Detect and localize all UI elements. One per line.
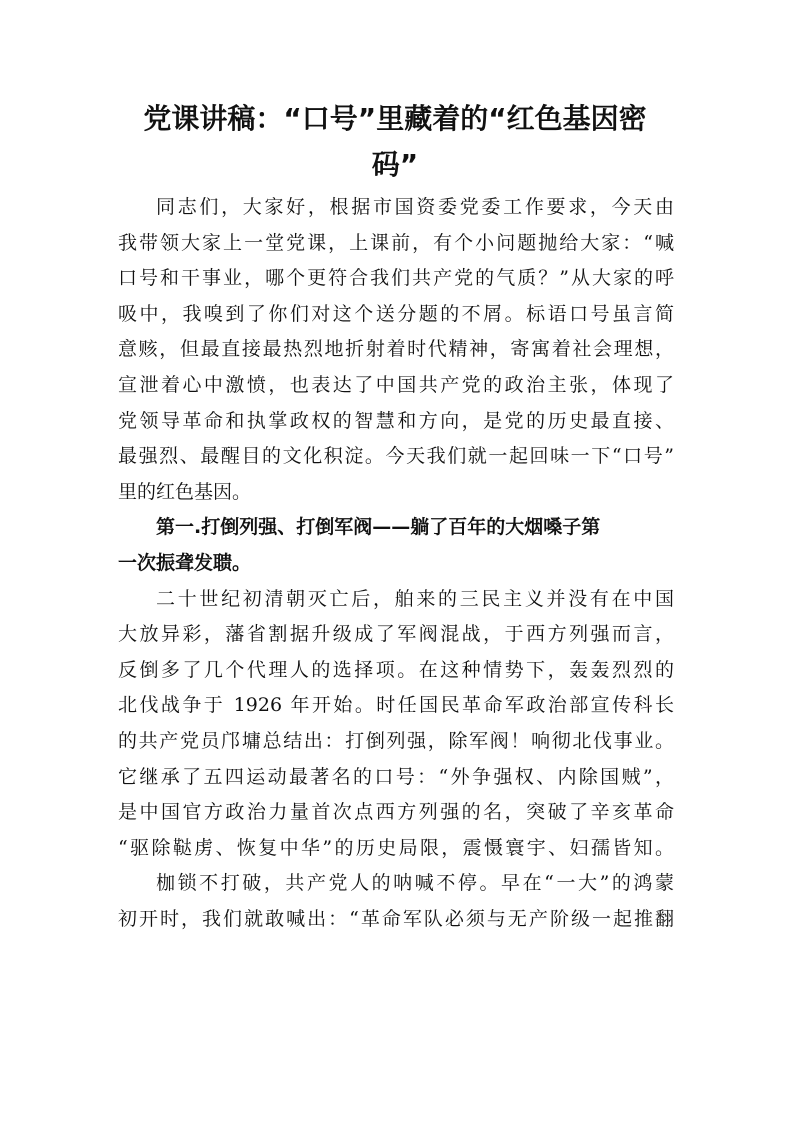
paragraph-northern-expedition [118, 582, 674, 867]
paragraph-shackles [118, 866, 674, 937]
section-heading [118, 510, 674, 581]
text-line: 宣泄着心中激愤，也表达了中国共产党的政治主张，体现了 [118, 373, 674, 396]
text-line: 同志们，大家好，根据市国资委党委工作要求，今天由 [156, 196, 674, 218]
heading-line: 第一.打倒列强、打倒军阀——躺了百年的大烟嗓子第 [156, 516, 601, 539]
text-line: 是中国官方政治力量首次点西方列强的名，突破了辛亥革命 [118, 801, 674, 824]
document-title [110, 96, 680, 188]
paragraph-intro [118, 190, 674, 510]
text-line: 二十世纪初清朝灭亡后，舶来的三民主义并没有在中国 [156, 587, 674, 610]
text-line: 北伐战争于 1926 年开始。时任国民革命军政治部宣传科长 [118, 694, 674, 717]
heading-line: 一次振聋发聩。 [118, 551, 252, 574]
text-line: 大放异彩，藩省割据升级成了军阀混战，于西方列强而言， [118, 623, 674, 646]
text-line: 里的红色基因。 [118, 480, 252, 503]
text-line: 吸中，我嗅到了你们对这个送分题的不屑。标语口号虽言简 [118, 302, 674, 325]
title-line: 党课讲稿：“口号”里藏着的“红色基因密 [143, 102, 647, 135]
text-line: 初开时，我们就敢喊出：“革命军队必须与无产阶级一起推翻 [118, 907, 674, 930]
text-line: 我带领大家上一堂党课，上课前，有个小问题抛给大家：“喊 [118, 231, 674, 254]
text-line: 口号和干事业，哪个更符合我们共产党的气质？”从大家的呼 [118, 267, 674, 290]
text-line: 最强烈、最醒目的文化积淀。今天我们就一起回味一下“口号” [118, 445, 674, 468]
title-line: 码” [371, 148, 419, 181]
text-line: “驱除鞑虏、恢复中华”的历史局限，震慑寰宇、妇孺皆知。 [118, 836, 674, 859]
text-line: 意赅，但最直接最热烈地折射着时代精神，寄寓着社会理想， [118, 338, 674, 361]
text-line: 反倒多了几个代理人的选择项。在这种情势下，轰轰烈烈的 [118, 658, 674, 681]
text-line: 党领导革命和执掌政权的智慧和方向，是党的历史最直接、 [118, 409, 674, 432]
text-line: 它继承了五四运动最著名的口号：“外争强权、内除国贼”， [118, 765, 674, 788]
text-line: 的共产党员邝墉总结出：打倒列强，除军阀！响彻北伐事业。 [118, 729, 674, 752]
document-body [118, 190, 674, 937]
text-line: 枷锁不打破，共产党人的呐喊不停。早在“一大”的鸿蒙 [156, 872, 674, 895]
